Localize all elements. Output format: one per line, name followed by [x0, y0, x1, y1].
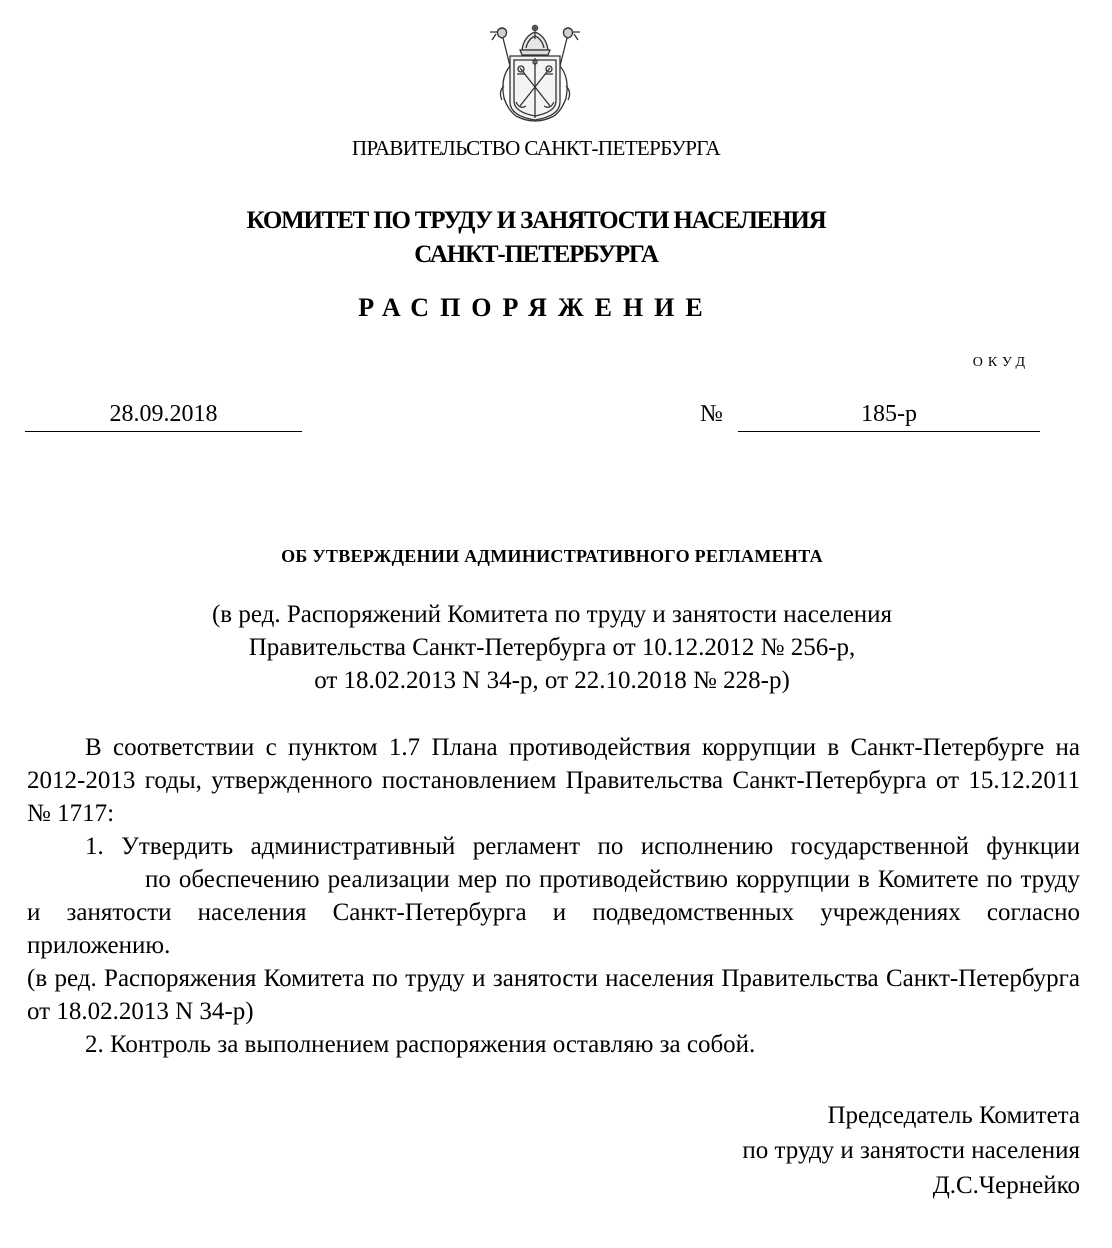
- item-2-paragraph: 2. Контроль за выполнением распоряжения оставляю за собой.: [85, 1031, 756, 1058]
- amendments-note: [0, 598, 1104, 697]
- number-sign: №: [700, 401, 723, 427]
- preamble-paragraph: В соответствии с пунктом 1.7 Плана противодействия коррупции в Санкт-Петербурге на 2012-2013 годы, утвержденного постановлением Правительства Санкт-Петербурга от 15.12.2011 № 1717:: [27, 734, 1080, 827]
- government-name: ПРАВИТЕЛЬСТВО САНКТ-ПЕТЕРБУРГА: [351, 136, 721, 160]
- signer-title-line2: по труду и занятости населения: [742, 1137, 1080, 1164]
- coat-of-arms-emblem: [486, 22, 584, 126]
- item-1-text-a: 1. Утвердить административный регламент по исполнению государственной функции: [85, 833, 1080, 860]
- item-1-paragraph: [27, 830, 1080, 962]
- document-date: 28.09.2018: [109, 401, 218, 427]
- document-body: [27, 731, 1080, 1061]
- document-type-title: РАСПОРЯЖЕНИЕ: [358, 293, 714, 322]
- date-underline: [25, 431, 302, 432]
- signature-block: [742, 1098, 1080, 1203]
- amendments-line3: от 18.02.2013 N 34-р, от 22.10.2018 № 228-р): [314, 667, 790, 694]
- committee-name-line2: САНКТ-ПЕТЕРБУРГА: [414, 241, 658, 268]
- item-1-amendment: (в ред. Распоряжения Комитета по труду и занятости населения Правительства Санкт-Петербурга от 18.02.2013 N 34-р): [27, 965, 1080, 1025]
- number-underline: [738, 431, 1040, 432]
- document-number: 185-р: [861, 401, 917, 427]
- amendments-line1: (в ред. Распоряжений Комитета по труду и занятости населения: [211, 601, 893, 628]
- amendments-line2: Правительства Санкт-Петербурга от 10.12.2012 № 256-р,: [248, 634, 856, 661]
- document-subject: ОБ УТВЕРЖДЕНИИ АДМИНИСТРАТИВНОГО РЕГЛАМЕНТА: [281, 546, 823, 566]
- signer-name: Д.С.Чернейко: [932, 1172, 1080, 1199]
- committee-name-line1: КОМИТЕТ ПО ТРУДУ И ЗАНЯТОСТИ НАСЕЛЕНИЯ: [246, 207, 826, 234]
- item-1-text-b: по обеспечению реализации мер по противодействию коррупции в Комитете по труду и занятости населения Санкт-Петербурга и подведомственных учреждениях согласно приложению.: [27, 866, 1080, 959]
- committee-name: [0, 204, 1072, 272]
- okud-label: ОКУД: [972, 355, 1030, 370]
- signer-title-line1: Председатель Комитета: [827, 1102, 1080, 1129]
